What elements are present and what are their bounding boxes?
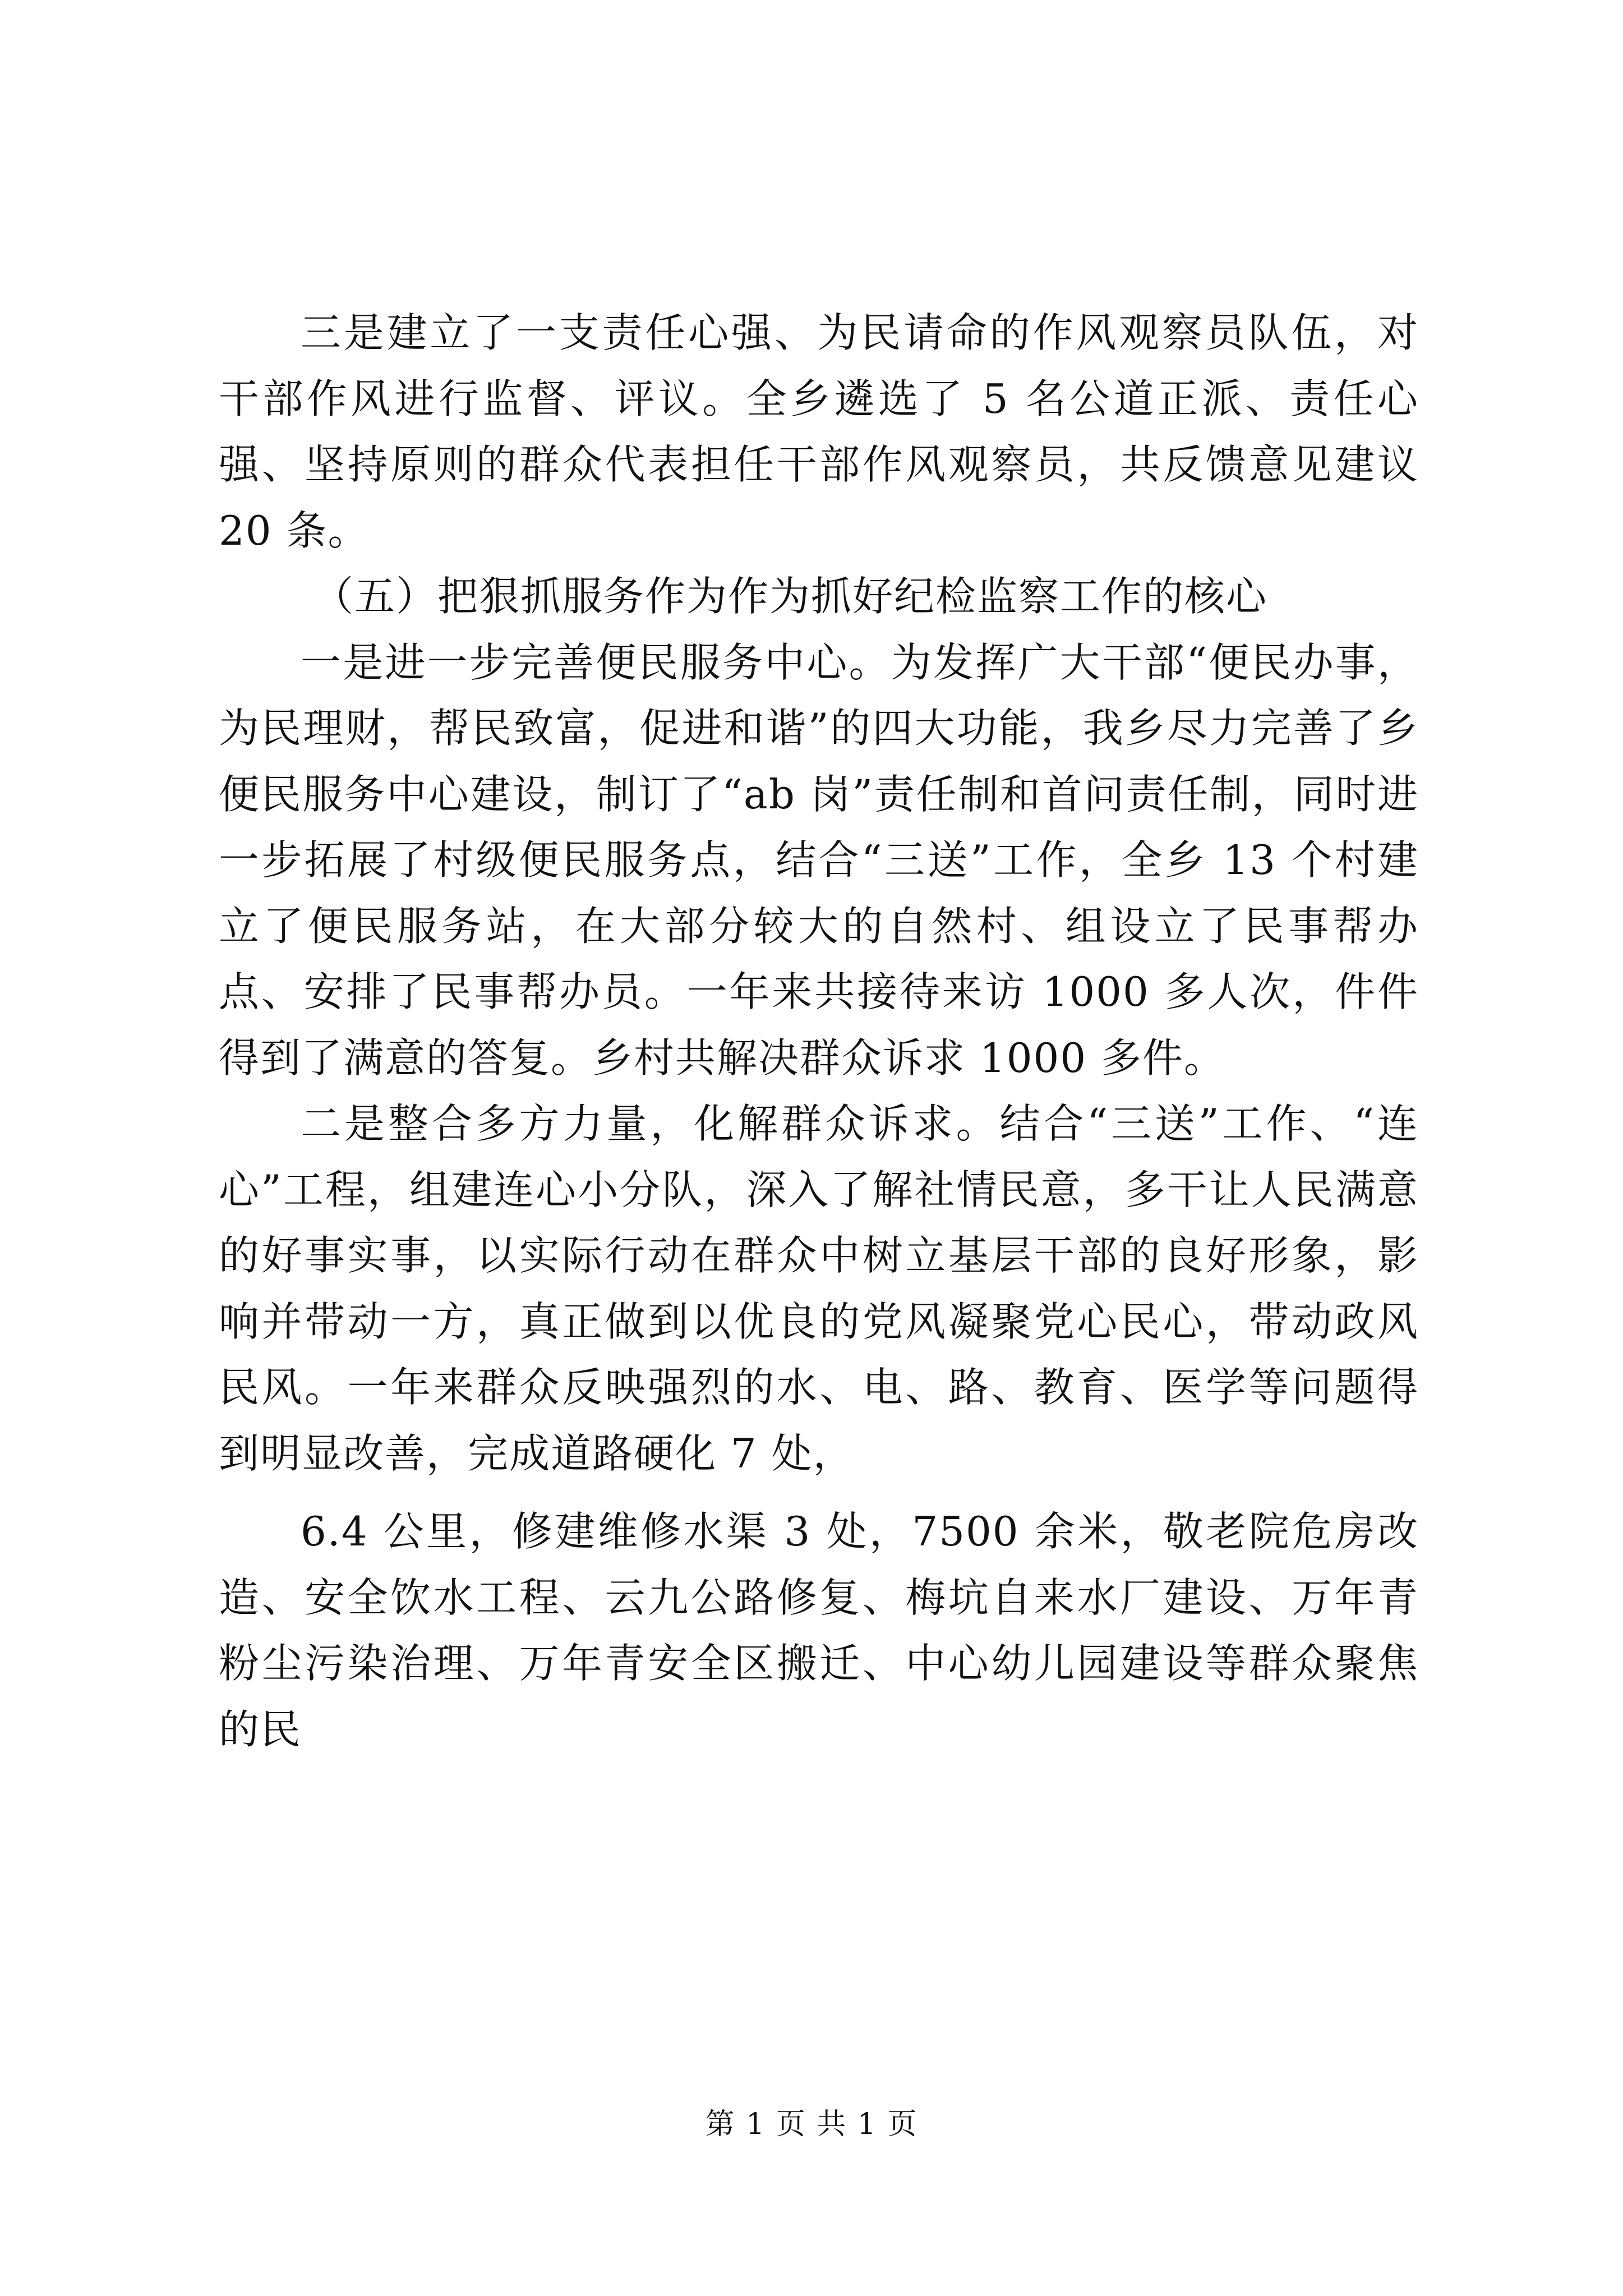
section-heading-five: （五）把狠抓服务作为作为抓好纪检监察工作的核心 <box>313 573 1268 620</box>
paragraph-service-center: 一是进一步完善便民服务中心。为发挥广大干部“便民办事，为民理财，帮民致富，促进和谐”的四大功能，我乡尽力完善了乡便民服务中心建设，制订了“ab 岗”责任制和首问责任制，同时进一步拓展了村级便民服务点，结合“三送”工作，全乡 13 个村建立了便民服务站，在大部分较大的自然村、组设立了民事帮办点、安排了民事帮办员。一年来共接待来访 1000 多人次，件件得到了满意的答复。乡村共解决群众诉求 1000 多件。 <box>219 638 1419 1082</box>
paragraph-integrate-forces: 二是整合多方力量，化解群众诉求。结合“三送”工作、“连心”工程，组建连心小分队，深入了解社情民意，多干让人民满意的好事实事，以实际行动在群众中树立基层干部的良好形象，影响并带动一方，真正做到以优良的党风凝聚党心民心，带动政风民风。一年来群众反映强烈的水、电、路、教育、医学等问题得到明显改善，完成道路硬化 7 处， <box>219 1100 1419 1477</box>
paragraph-observer-team: 三是建立了一支责任心强、为民请命的作风观察员队伍，对干部作风进行监督、评议。全乡遴选了 5 名公道正派、责任心强、坚持原则的群众代表担任干部作风观察员，共反馈意见建议 20 条。 <box>219 309 1419 554</box>
page-footer: 第 1 页 共 1 页 <box>705 2108 918 2141</box>
paragraph-continuation: 6.4 公里，修建维修水渠 3 处，7500 余米，敬老院危房改造、安全饮水工程、云九公路修复、梅坑自来水厂建设、万年青粉尘污染治理、万年青安全区搬迁、中心幼儿园建设等群众聚焦的民 <box>219 1508 1419 1753</box>
document-body <box>219 300 1419 1763</box>
